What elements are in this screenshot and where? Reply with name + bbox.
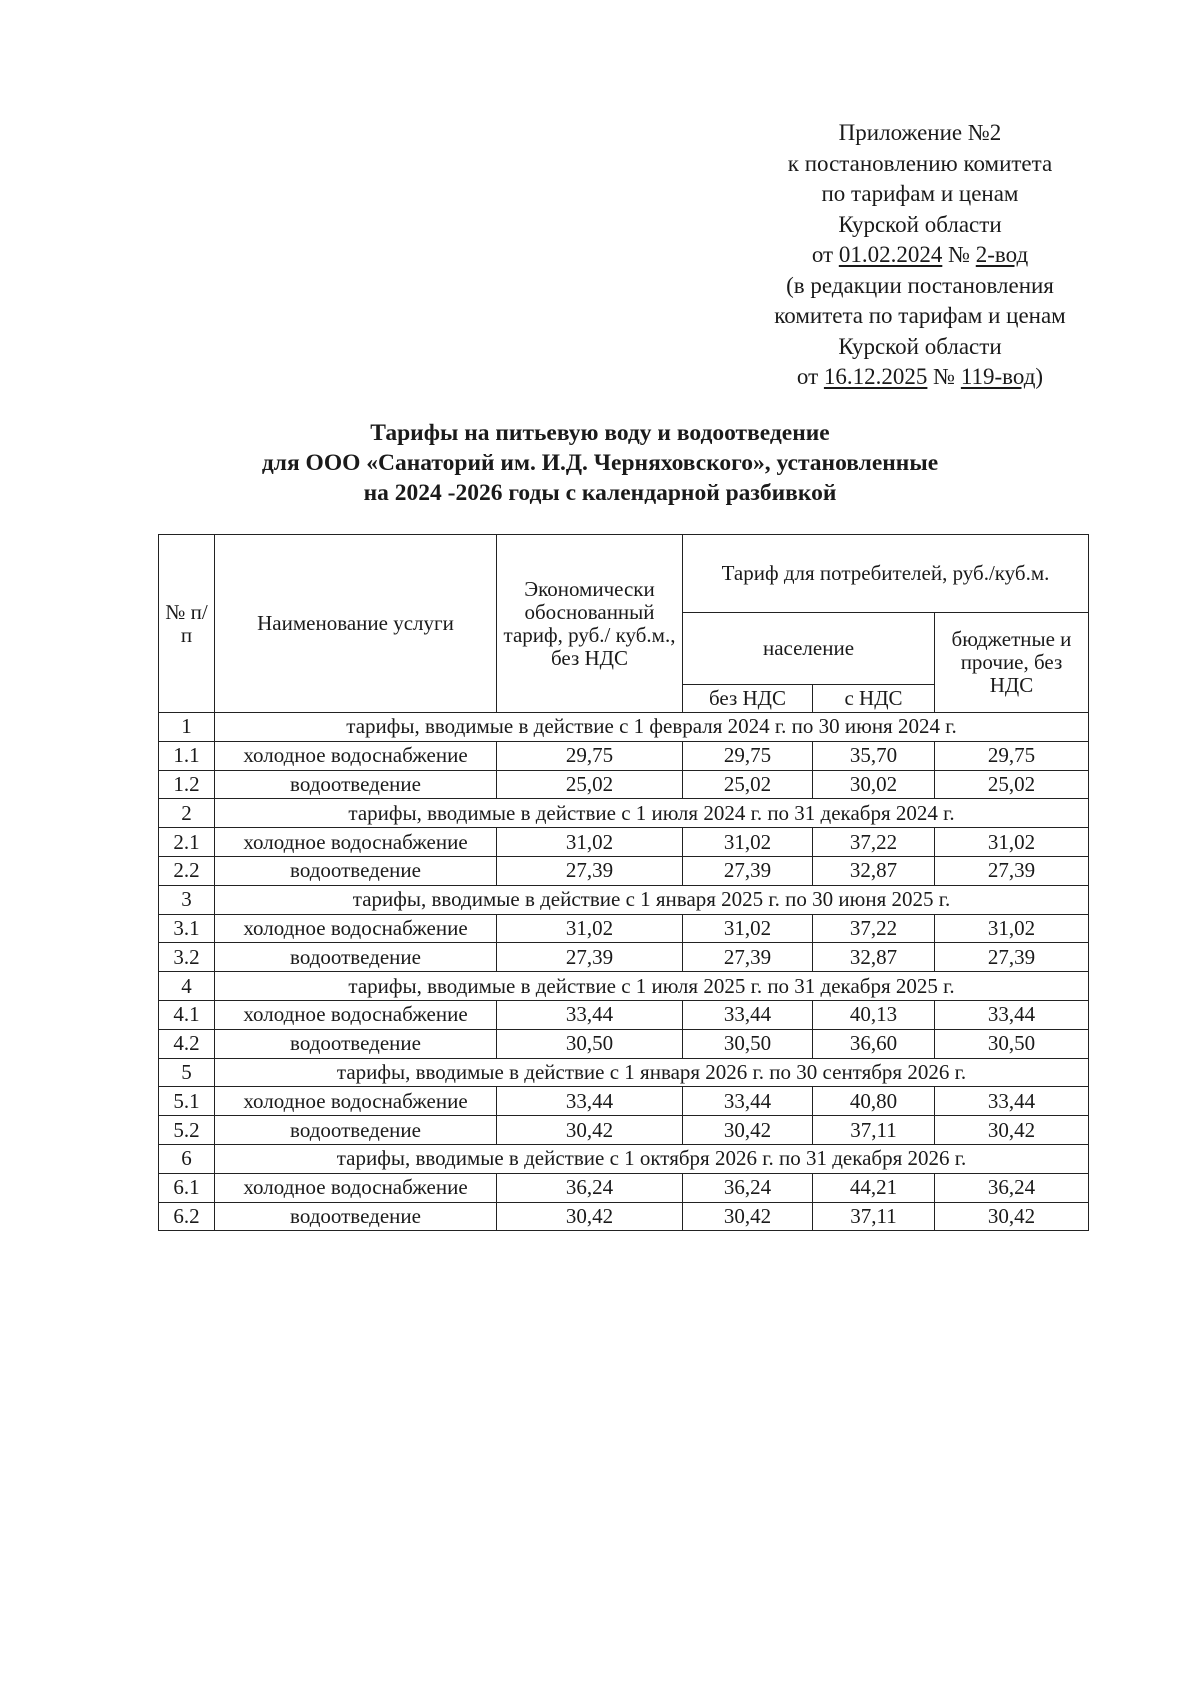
period-row (159, 1144, 1089, 1173)
budget-tariff-cell: 25,02 (935, 770, 1089, 799)
row-number: 3.2 (159, 943, 215, 972)
population-with-vat-cell: 37,22 (813, 914, 935, 943)
population-with-vat-cell: 32,87 (813, 856, 935, 885)
service-name: водоотведение (215, 1202, 497, 1231)
service-name: водоотведение (215, 770, 497, 799)
table-row (159, 1029, 1089, 1058)
economic-tariff-cell: 36,24 (497, 1173, 683, 1202)
service-name: водоотведение (215, 943, 497, 972)
service-name: водоотведение (215, 1029, 497, 1058)
appendix-edition-from-label: от (796, 364, 824, 389)
population-without-vat-cell: 29,75 (683, 741, 813, 770)
appendix-resolution-number: 2-вод (975, 242, 1029, 267)
budget-tariff-cell: 29,75 (935, 741, 1089, 770)
header-economic-tariff: Экономически обоснованный тариф, руб./ куб.м., без НДС (497, 535, 683, 713)
budget-tariff-cell: 36,24 (935, 1173, 1089, 1202)
row-number: 3.1 (159, 914, 215, 943)
header-with-vat: с НДС (813, 685, 935, 713)
appendix-line-5 (700, 240, 1140, 271)
appendix-header (700, 118, 1140, 393)
population-with-vat-cell: 37,11 (813, 1116, 935, 1145)
header-consumer-tariff: Тариф для потребителей, руб./куб.м. (683, 535, 1089, 613)
tariffs-table-body (159, 713, 1089, 1231)
population-with-vat-cell: 44,21 (813, 1173, 935, 1202)
period-row (159, 713, 1089, 742)
period-number: 5 (159, 1058, 215, 1087)
service-name: холодное водоснабжение (215, 741, 497, 770)
appendix-line-3: по тарифам и ценам (821, 181, 1019, 206)
appendix-number-label: № (942, 242, 976, 267)
table-row (159, 828, 1089, 857)
table-row (159, 741, 1089, 770)
period-row (159, 799, 1089, 828)
row-number: 4.2 (159, 1029, 215, 1058)
service-name: водоотведение (215, 1116, 497, 1145)
table-row (159, 1000, 1089, 1029)
appendix-from-label: от (811, 242, 839, 267)
header-population: население (683, 613, 935, 685)
appendix-line-7: комитета по тарифам и ценам (774, 303, 1066, 328)
table-row (159, 856, 1089, 885)
economic-tariff-cell: 30,42 (497, 1116, 683, 1145)
row-number: 4.1 (159, 1000, 215, 1029)
appendix-closing-paren: ) (1035, 364, 1044, 389)
population-without-vat-cell: 31,02 (683, 914, 813, 943)
period-number: 6 (159, 1144, 215, 1173)
table-row (159, 943, 1089, 972)
period-label: тарифы, вводимые в действие с 1 января 2026 г. по 30 сентября 2026 г. (215, 1058, 1089, 1087)
table-row (159, 1202, 1089, 1231)
title-line-1: Тарифы на питьевую воду и водоотведение (370, 420, 830, 446)
population-without-vat-cell: 30,42 (683, 1202, 813, 1231)
document-title (180, 418, 1020, 508)
period-label: тарифы, вводимые в действие с 1 июля 2024 г. по 31 декабря 2024 г. (215, 799, 1089, 828)
population-with-vat-cell: 35,70 (813, 741, 935, 770)
population-with-vat-cell: 37,22 (813, 828, 935, 857)
period-row (159, 1058, 1089, 1087)
table-row (159, 1087, 1089, 1116)
population-with-vat-cell: 36,60 (813, 1029, 935, 1058)
header-service-name: Наименование услуги (215, 535, 497, 713)
period-label: тарифы, вводимые в действие с 1 февраля 2024 г. по 30 июня 2024 г. (215, 713, 1089, 742)
population-without-vat-cell: 33,44 (683, 1000, 813, 1029)
budget-tariff-cell: 33,44 (935, 1000, 1089, 1029)
period-label: тарифы, вводимые в действие с 1 января 2025 г. по 30 июня 2025 г. (215, 885, 1089, 914)
row-number: 2.1 (159, 828, 215, 857)
period-number: 2 (159, 799, 215, 828)
table-row (159, 1173, 1089, 1202)
table-row (159, 914, 1089, 943)
economic-tariff-cell: 30,42 (497, 1202, 683, 1231)
appendix-edition-date: 16.12.2025 (823, 364, 928, 389)
service-name: холодное водоснабжение (215, 1087, 497, 1116)
service-name: холодное водоснабжение (215, 914, 497, 943)
period-row (159, 972, 1089, 1001)
period-number: 4 (159, 972, 215, 1001)
period-number: 3 (159, 885, 215, 914)
period-label: тарифы, вводимые в действие с 1 июля 2025 г. по 31 декабря 2025 г. (215, 972, 1089, 1001)
appendix-line-9 (700, 362, 1140, 393)
period-row (159, 885, 1089, 914)
economic-tariff-cell: 29,75 (497, 741, 683, 770)
appendix-line-6: (в редакции постановления (786, 272, 1054, 298)
economic-tariff-cell: 31,02 (497, 914, 683, 943)
service-name: холодное водоснабжение (215, 1173, 497, 1202)
row-number: 1.1 (159, 741, 215, 770)
population-without-vat-cell: 27,39 (683, 943, 813, 972)
header-number: № п/п (159, 535, 215, 713)
appendix-resolution-date: 01.02.2024 (838, 242, 943, 267)
header-without-vat: без НДС (683, 685, 813, 713)
title-line-2: для ООО «Санаторий им. И.Д. Черняховского», установленные (261, 450, 939, 476)
population-without-vat-cell: 30,42 (683, 1116, 813, 1145)
population-with-vat-cell: 40,80 (813, 1087, 935, 1116)
economic-tariff-cell: 31,02 (497, 828, 683, 857)
table-row (159, 770, 1089, 799)
budget-tariff-cell: 30,42 (935, 1202, 1089, 1231)
economic-tariff-cell: 27,39 (497, 943, 683, 972)
population-with-vat-cell: 40,13 (813, 1000, 935, 1029)
population-with-vat-cell: 30,02 (813, 770, 935, 799)
row-number: 5.1 (159, 1087, 215, 1116)
appendix-line-1: Приложение №2 (838, 120, 1002, 145)
row-number: 2.2 (159, 856, 215, 885)
population-without-vat-cell: 30,50 (683, 1029, 813, 1058)
budget-tariff-cell: 31,02 (935, 828, 1089, 857)
population-without-vat-cell: 31,02 (683, 828, 813, 857)
population-without-vat-cell: 36,24 (683, 1173, 813, 1202)
economic-tariff-cell: 25,02 (497, 770, 683, 799)
title-line-3: на 2024 -2026 годы с календарной разбивкой (363, 480, 837, 506)
service-name: холодное водоснабжение (215, 1000, 497, 1029)
population-with-vat-cell: 37,11 (813, 1202, 935, 1231)
appendix-edition-number: 119-вод (960, 364, 1036, 389)
tariffs-table (158, 534, 1089, 1231)
economic-tariff-cell: 30,50 (497, 1029, 683, 1058)
appendix-line-2: к постановлению комитета (787, 150, 1053, 176)
budget-tariff-cell: 30,50 (935, 1029, 1089, 1058)
budget-tariff-cell: 30,42 (935, 1116, 1089, 1145)
service-name: водоотведение (215, 856, 497, 885)
row-number: 6.2 (159, 1202, 215, 1231)
economic-tariff-cell: 33,44 (497, 1087, 683, 1116)
service-name: холодное водоснабжение (215, 828, 497, 857)
period-label: тарифы, вводимые в действие с 1 октября 2026 г. по 31 декабря 2026 г. (215, 1144, 1089, 1173)
table-row (159, 1116, 1089, 1145)
population-with-vat-cell: 32,87 (813, 943, 935, 972)
budget-tariff-cell: 33,44 (935, 1087, 1089, 1116)
period-number: 1 (159, 713, 215, 742)
row-number: 1.2 (159, 770, 215, 799)
economic-tariff-cell: 33,44 (497, 1000, 683, 1029)
budget-tariff-cell: 27,39 (935, 943, 1089, 972)
population-without-vat-cell: 27,39 (683, 856, 813, 885)
appendix-line-8: Курской области (838, 333, 1002, 359)
population-without-vat-cell: 33,44 (683, 1087, 813, 1116)
budget-tariff-cell: 27,39 (935, 856, 1089, 885)
economic-tariff-cell: 27,39 (497, 856, 683, 885)
header-budget-and-other: бюджетные и прочие, без НДС (935, 613, 1089, 713)
appendix-edition-number-label: № (927, 364, 961, 389)
row-number: 5.2 (159, 1116, 215, 1145)
population-without-vat-cell: 25,02 (683, 770, 813, 799)
budget-tariff-cell: 31,02 (935, 914, 1089, 943)
appendix-line-4: Курской области (838, 211, 1002, 237)
row-number: 6.1 (159, 1173, 215, 1202)
